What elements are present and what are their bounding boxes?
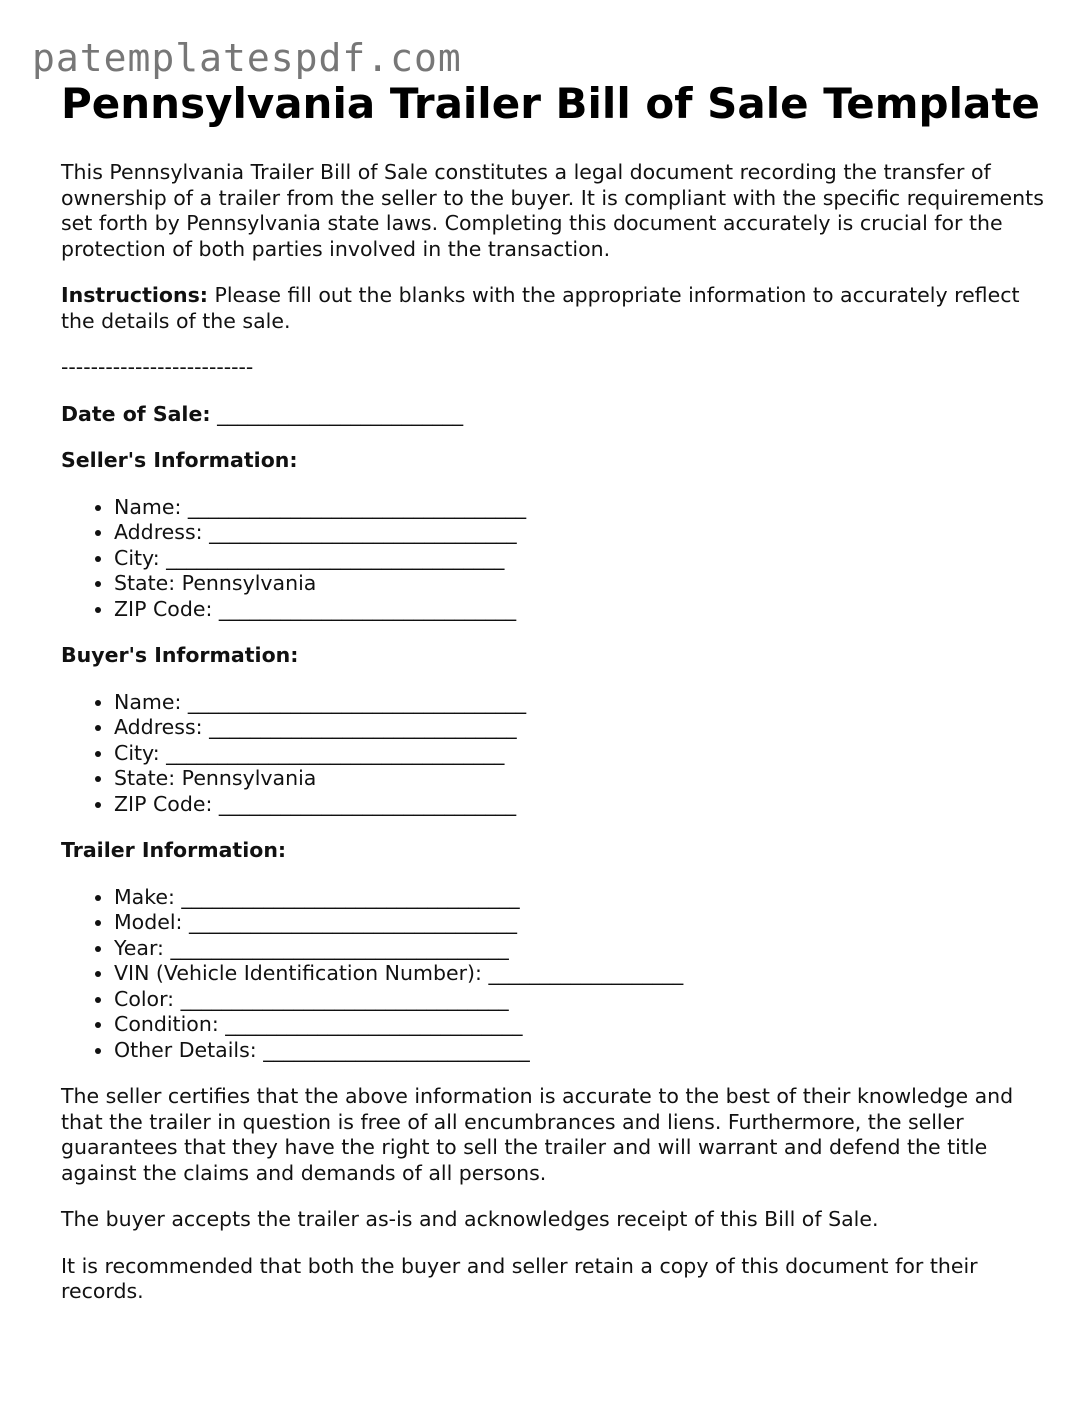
- buyer-city-field: • City: _________________________________: [114, 741, 1051, 767]
- date-of-sale-blank: ________________________: [210, 401, 464, 426]
- buyer-zip-field: • ZIP Code: _____________________________: [114, 792, 1051, 818]
- trailer-other-details-field: • Other Details: __________________________: [114, 1038, 1051, 1064]
- instructions-label: Instructions:: [61, 283, 208, 307]
- seller-zip-field: • ZIP Code: _____________________________: [114, 597, 1051, 623]
- trailer-make-field: • Make: _________________________________: [114, 885, 1051, 911]
- seller-heading: Seller's Information:: [61, 448, 298, 472]
- trailer-condition-field: • Condition: _____________________________: [114, 1012, 1051, 1038]
- seller-list: [61, 495, 1051, 623]
- seller-state-field: • State: Pennsylvania: [114, 571, 1051, 597]
- instructions-paragraph: [61, 283, 1051, 334]
- seller-city-field: • City: _________________________________: [114, 546, 1051, 572]
- instructions-text: Please fill out the blanks with the appropriate information to accurately reflect the details of the sale.: [61, 283, 1020, 333]
- buyer-heading: Buyer's Information:: [61, 643, 299, 667]
- acceptance-paragraph: The buyer accepts the trailer as-is and acknowledges receipt of this Bill of Sale.: [61, 1207, 879, 1231]
- date-of-sale-line: [61, 402, 1051, 428]
- site-watermark: patemplatespdf.com: [32, 36, 462, 80]
- trailer-list: [61, 885, 1051, 1064]
- divider-line: --------------------------: [61, 355, 254, 379]
- certification-paragraph: The seller certifies that the above information is accurate to the best of their knowledge and that the trailer in question is free of all encumbrances and liens. Furthermore, the seller guarantees that they have the right to sell the trailer and will warrant and defend the title against the claims and demands of all persons.: [61, 1084, 1014, 1185]
- page-title: Pennsylvania Trailer Bill of Sale Template: [61, 79, 1040, 128]
- seller-address-field: • Address: ______________________________: [114, 520, 1051, 546]
- trailer-color-field: • Color: ________________________________: [114, 987, 1051, 1013]
- trailer-model-field: • Model: ________________________________: [114, 910, 1051, 936]
- trailer-vin-field: • VIN (Vehicle Identification Number): ___________________: [114, 961, 1051, 987]
- seller-name-field: • Name: _________________________________: [114, 495, 1051, 521]
- trailer-heading: Trailer Information:: [61, 838, 287, 862]
- recommendation-paragraph: It is recommended that both the buyer and seller retain a copy of this document for their records.: [61, 1253, 978, 1303]
- buyer-state-field: • State: Pennsylvania: [114, 766, 1051, 792]
- buyer-list: [61, 690, 1051, 818]
- document-body: [61, 78, 1051, 1305]
- buyer-name-field: • Name: _________________________________: [114, 690, 1051, 716]
- buyer-address-field: • Address: ______________________________: [114, 715, 1051, 741]
- intro-paragraph: This Pennsylvania Trailer Bill of Sale constitutes a legal document recording the transfer of ownership of a trailer from the seller to the buyer. It is compliant with the specific requirements set forth by Pennsylvania state laws. Completing this document accurately is crucial for the protection of both parties involved in the transaction.: [61, 160, 1044, 261]
- trailer-year-field: • Year: _________________________________: [114, 936, 1051, 962]
- date-of-sale-label: Date of Sale:: [61, 401, 211, 426]
